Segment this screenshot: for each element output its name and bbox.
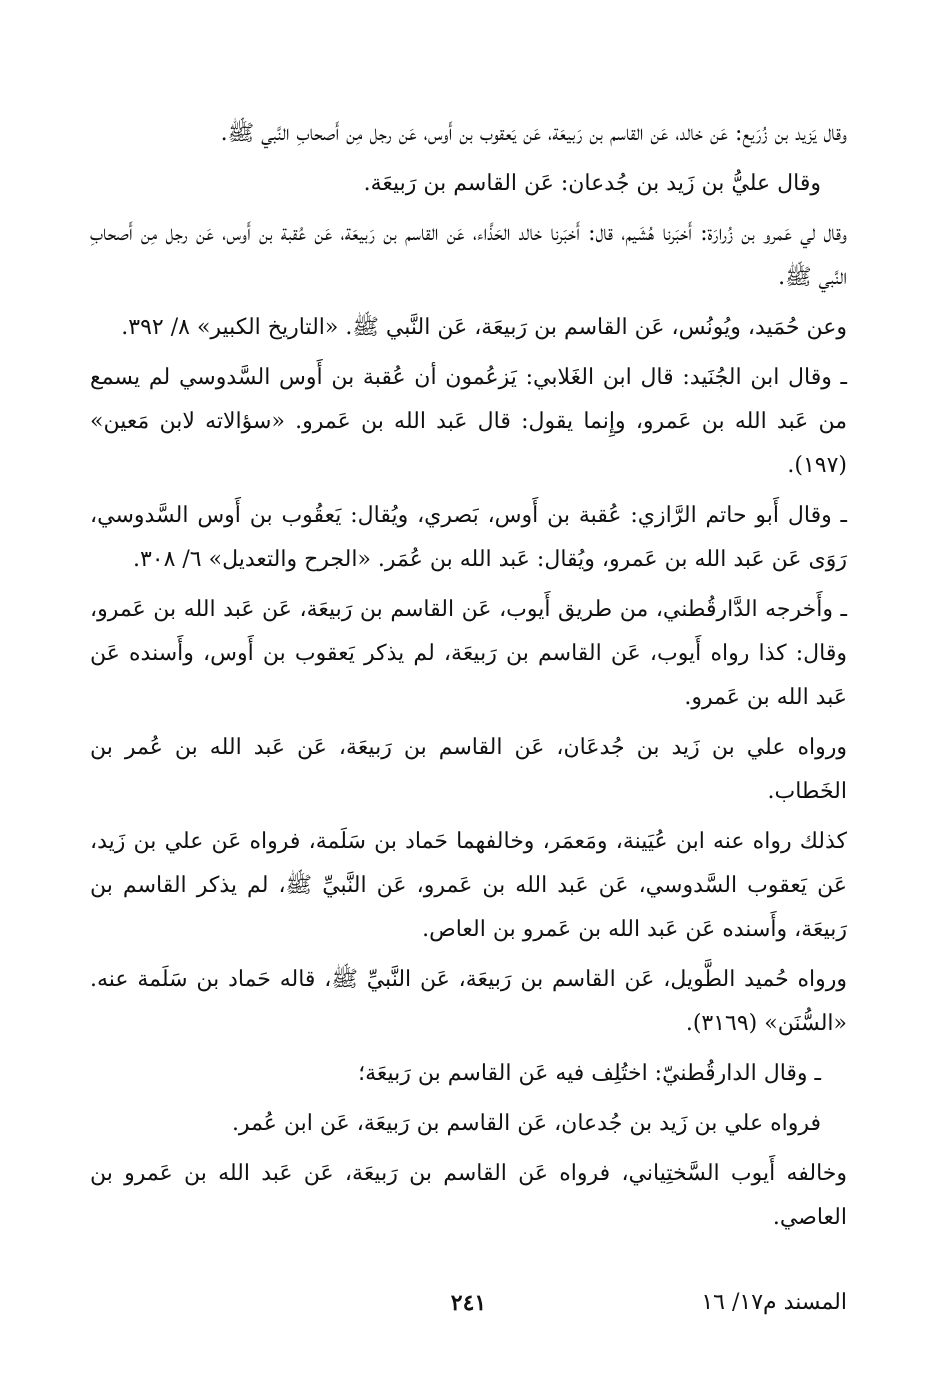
paragraph: ـ وقال ابن الجُنَيد: قال ابن الغَلابي: يَزعُمون أن عُقبة بن أَوس السَّدوسي لم يسمع من عَبد الله بن عَمرو، وإِنما يقول: قال عَبد الله بن عَمرو. «سؤالاته لابن مَعين» (١٩٧). <box>90 365 847 478</box>
body-text <box>90 112 847 1246</box>
page-number: ٢٤١ <box>450 1290 487 1316</box>
paragraph: وخالفه أَيوب السَّختِياني، فرواه عَن القاسم بن رَبيعَة، عَن عَبد الله بن عَمرو بن العاصي. <box>90 1161 847 1230</box>
paragraph: كذلك رواه عنه ابن عُيَينة، ومَعمَر، وخالفهما حَماد بن سَلَمة، فرواه عَن علي بن زَيد، عَن يَعقوب السَّدوسي، عَن عَبد الله بن عَمرو، عَن النَّبيِّ ﷺ، لم يذكر القاسم بن رَبيعَة، وأَسنده عَن عَبد الله بن عَمرو بن العاص. <box>90 829 847 942</box>
paragraph: وقال يَزيد بن زُرَيع: عَن خالد، عَن القاسم بن رَبيعَة، عَن يَعقوب بن أَوس، عَن رجل مِن أَصحابِ النَّبي ﷺ. <box>220 121 847 146</box>
paragraph: ورواه حُميد الطَّويل، عَن القاسم بن رَبيعَة، عَن النَّبيِّ ﷺ، قاله حَماد بن سَلَمة عنه. «السُّنَن» (٣١٦٩). <box>90 967 847 1036</box>
paragraph: وقال عليُّ بن زَيد بن جُدعان: عَن القاسم بن رَبيعَة. <box>363 171 821 196</box>
page-footer <box>90 1290 847 1326</box>
paragraph: ورواه علي بن زَيد بن جُدعَان، عَن القاسم بن رَبيعَة، عَن عَبد الله بن عُمر بن الخَطاب. <box>90 735 847 804</box>
paragraph: فرواه علي بن زَيد بن جُدعان، عَن القاسم بن رَبيعَة، عَن ابن عُمر. <box>231 1111 821 1136</box>
volume-signature: المسند م١٧/ ١٦ <box>701 1290 847 1315</box>
paragraph: وعن حُمَيد، ويُونُس، عَن القاسم بن رَبيعَة، عَن النَّبي ﷺ. «التاريخ الكبير» ٨/ ٣٩٢. <box>121 315 847 340</box>
paragraph: ـ وقال أَبو حاتم الرَّازي: عُقبة بن أَوس، بَصري، ويُقال: يَعقُوب بن أَوس السَّدوسي، رَوَى عَن عَبد الله بن عَمرو، ويُقال: عَبد الله بن عُمَر. «الجرح والتعديل» ٦/ ٣٠٨. <box>90 503 847 572</box>
paragraph: ـ وأَخرجه الدَّارقُطني، من طريق أَيوب، عَن القاسم بن رَبيعَة، عَن عَبد الله بن عَمرو، وقال: كذا رواه أَيوب، عَن القاسم بن رَبيعَة، لم يذكر يَعقوب بن أَوس، وأَسنده عَن عَبد الله بن عَمرو. <box>90 597 847 710</box>
paragraph: وقال لي عَمرو بن زُرارَة: أَخبَرنا هُشَيم، قال: أَخبَرنا خالد الحَذَّاء، عَن القاسم بن رَبيعَة، عَن عُقبة بن أَوس، عَن رجل مِن أَصحابِ النَّبي ﷺ. <box>90 221 847 290</box>
paragraph: ـ وقال الدارقُطنيّ: اختُلِف فيه عَن القاسم بن رَبيعَة؛ <box>358 1061 821 1086</box>
